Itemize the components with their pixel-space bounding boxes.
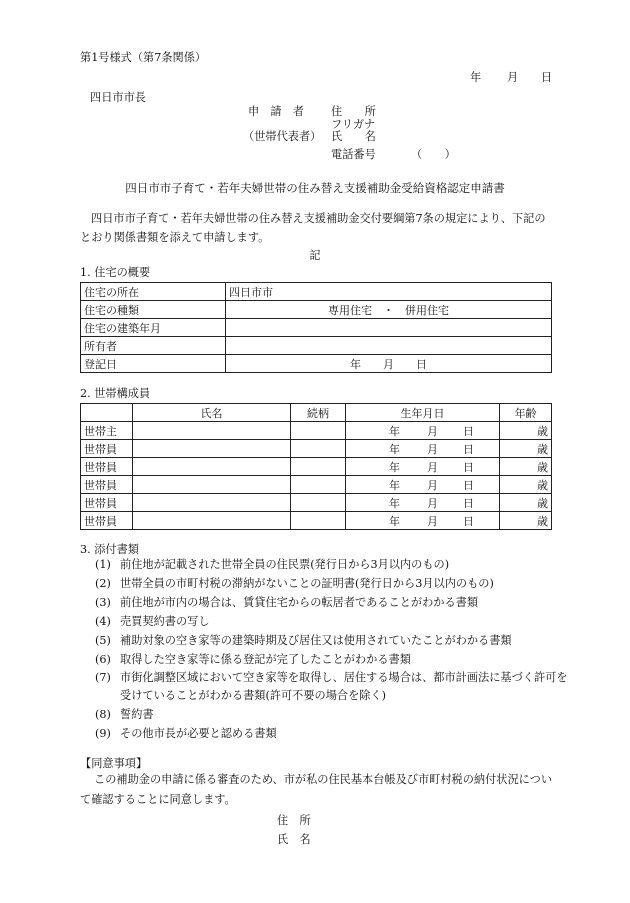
item-text: 前住地が記載された世帯全員の住民票(発行日から3月以内のもの) [120,558,450,571]
header-relation: 続柄 [291,404,346,422]
day-label: 日 [463,478,474,492]
year-label: 年 [389,424,400,438]
owner-label: 所有者 [81,337,226,355]
member-relation-cell[interactable] [291,476,346,494]
header-age: 年齢 [500,404,552,422]
year-label: 年 [389,442,400,456]
date-day-label: 日 [541,71,553,84]
member-role: 世帯員 [81,440,133,458]
day-label: 日 [463,514,474,528]
section1-heading: 1. 住宅の概要 [80,266,151,279]
table-row [81,512,552,530]
item-text: 補助対象の空き家等の建築時期及び居住又は使用されていたことがわかる書類 [120,634,512,647]
member-relation-cell[interactable] [291,494,346,512]
table-row [81,319,552,337]
member-name-cell[interactable] [133,422,291,440]
member-age-cell[interactable]: 歳 [500,422,552,440]
ki-label: 記 [309,249,321,262]
consent-heading: 【同意事項】 [80,757,148,770]
item-number: (4) [95,615,111,628]
member-name-cell[interactable] [133,494,291,512]
registration-date-label: 登記日 [81,355,226,373]
member-birthdate-cell[interactable] [346,494,500,512]
housing-location-label: 住宅の所在 [81,283,226,301]
member-age-cell[interactable]: 歳 [500,494,552,512]
consent-name-label: 氏 名 [277,833,311,846]
housing-built-label: 住宅の建築年月 [81,319,226,337]
housing-type-label: 住宅の種類 [81,301,226,319]
addressee: 四日市市長 [90,91,146,104]
registration-date-value[interactable]: 年 月 日 [226,355,552,373]
table-row [81,476,552,494]
year-label: 年 [389,460,400,474]
list-item [95,724,565,743]
member-role: 世帯員 [81,494,133,512]
month-label: 月 [427,424,438,438]
housing-type-value[interactable]: 専用住宅 ・ 併用住宅 [226,301,552,319]
month-label: 月 [427,442,438,456]
header-blank [81,404,133,422]
item-text: その他市長が必要と認める書類 [120,727,277,740]
member-age-cell[interactable]: 歳 [500,512,552,530]
table-row [81,440,552,458]
list-item [95,574,565,593]
furigana-label: フリガナ [331,118,376,131]
member-birthdate-cell[interactable] [346,440,500,458]
month-label: 月 [427,460,438,474]
year-label: 年 [389,478,400,492]
year-label: 年 [389,496,400,510]
member-name-cell[interactable] [133,440,291,458]
list-item [95,650,565,669]
member-name-cell[interactable] [133,458,291,476]
item-number: (3) [95,596,111,609]
section2-heading: 2. 世帯構成員 [80,387,151,400]
owner-value[interactable] [226,337,552,355]
item-text: 市街化調整区域において空き家等を取得し、居住する場合は、都市計画法に基づく許可を受けていることがわかる書類(許可不要の場合を除く) [120,671,568,702]
table-row [81,422,552,440]
housing-overview-table [80,282,552,373]
member-birthdate-cell[interactable] [346,476,500,494]
applicant-role-representative: （世帯代表者） [243,130,322,143]
item-text: 世帯全員の市町村税の滞納がないことの証明書(発行日から3月以内のもの) [120,577,494,590]
day-label: 日 [463,460,474,474]
housing-location-value[interactable]: 四日市市 [226,283,552,301]
table-row [81,283,552,301]
item-text: 誓約書 [120,708,154,721]
member-relation-cell[interactable] [291,422,346,440]
day-label: 日 [463,424,474,438]
table-header-row [81,404,552,422]
year-label: 年 [389,514,400,528]
item-text: 前住地が市内の場合は、賃貸住宅からの転居者であることがわかる書類 [120,596,479,609]
list-item [95,555,565,574]
housing-built-value[interactable] [226,319,552,337]
item-number: (5) [95,634,111,647]
member-role: 世帯主 [81,422,133,440]
member-role: 世帯員 [81,512,133,530]
list-item [95,612,565,631]
member-relation-cell[interactable] [291,512,346,530]
date-month-label: 月 [507,71,519,84]
member-birthdate-cell[interactable] [346,458,500,476]
header-name: 氏名 [133,404,291,422]
phone-label: 電話番号 [331,148,376,161]
member-name-cell[interactable] [133,476,291,494]
list-item [95,705,565,724]
date-year-label: 年 [470,71,482,84]
member-name-cell[interactable] [133,512,291,530]
member-role: 世帯員 [81,476,133,494]
consent-address-label: 住 所 [277,814,311,827]
item-number: (8) [95,708,111,721]
header-birthdate: 生年月日 [346,404,500,422]
member-relation-cell[interactable] [291,440,346,458]
attachment-list [95,555,568,743]
member-age-cell[interactable]: 歳 [500,458,552,476]
list-item [95,593,565,612]
table-row [81,458,552,476]
phone-paren: （ ） [411,148,456,161]
day-label: 日 [463,496,474,510]
consent-text: この補助金の申請に係る審査のため、市が私の住民基本台帳及び市町村税の納付状況について確認することに同意します。 [80,773,553,806]
item-number: (1) [95,558,111,571]
table-row [81,494,552,512]
item-number: (9) [95,727,111,740]
address-label: 住 所 [331,105,376,118]
member-age-cell[interactable]: 歳 [500,476,552,494]
member-relation-cell[interactable] [291,458,346,476]
applicant-role: 申 請 者 [248,105,304,118]
document-title: 四日市市子育て・若年夫婦世帯の住み替え支援補助金受給資格認定申請書 [125,181,505,195]
day-label: 日 [463,442,474,456]
item-number: (6) [95,653,111,666]
item-text: 取得した空き家等に係る登記が完了したことがわかる書類 [120,653,411,666]
member-age-cell[interactable]: 歳 [500,440,552,458]
name-label: 氏 名 [331,130,376,143]
intro-paragraph: 四日市市子育て・若年夫婦世帯の住み替え支援補助金交付要綱第7条の規定により、下記のとおり関係書類を添えて申請します。 [80,212,546,244]
list-item [95,669,568,705]
item-number: (2) [95,577,111,590]
form-number: 第1号様式（第7条関係） [80,51,207,64]
member-role: 世帯員 [81,458,133,476]
member-birthdate-cell[interactable] [346,512,500,530]
table-row [81,355,552,373]
member-birthdate-cell[interactable] [346,422,500,440]
list-item [95,631,565,650]
household-members-table [80,403,552,530]
item-text: 売買契約書の写し [120,615,210,628]
table-row [81,301,552,319]
table-row [81,337,552,355]
item-number: (7) [95,671,111,684]
month-label: 月 [427,514,438,528]
month-label: 月 [427,496,438,510]
month-label: 月 [427,478,438,492]
section3-heading: 3. 添付書類 [80,543,139,556]
